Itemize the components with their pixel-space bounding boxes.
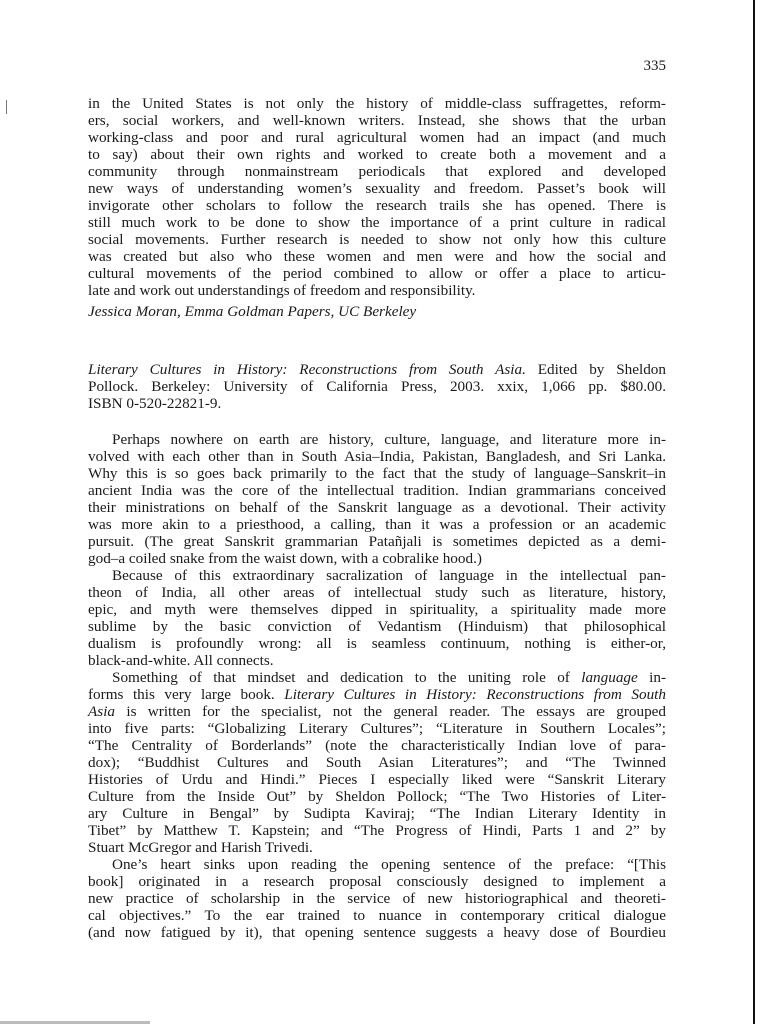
text-line: cal objectives.” To the ear trained to nuance in contemporary critical dialogue	[88, 907, 666, 924]
text-line: was created but also who these women and men were and how the social and	[88, 248, 666, 265]
text-line: (and now fatigued by it), that opening sentence suggests a heavy dose of Bourdieu	[88, 924, 666, 941]
book-title: Literary Cultures in History: Reconstructions from South Asia.	[88, 361, 526, 378]
text-line: new ways of understanding women’s sexuality and freedom. Passet’s book will	[88, 180, 666, 197]
text-run: in-	[637, 669, 667, 686]
citation-line	[88, 361, 666, 378]
text-line: ancient India was the core of the intellectual tradition. Indian grammarians conceived	[88, 482, 666, 499]
text-line: cultural movements of the period combined to allow or offer a place to articu-	[88, 265, 666, 282]
text-run: Something of that mindset and dedication to the uniting role of	[112, 669, 582, 686]
text-line: One’s heart sinks upon reading the opening sentence of the preface: “[This	[112, 856, 666, 873]
text-line: theon of India, all other areas of intellectual study such as literature, history,	[88, 584, 666, 601]
book-title: Asia	[88, 703, 116, 720]
text-line: social movements. Further research is needed to show not only how this culture	[88, 231, 666, 248]
text-line	[88, 686, 666, 703]
text-line: pursuit. (The great Sanskrit grammarian Patañjali is sometimes depicted as a demi-	[88, 533, 666, 550]
text-line	[112, 669, 666, 686]
page-number: 335	[643, 58, 666, 74]
text-line	[88, 703, 666, 720]
text-line: Perhaps nowhere on earth are history, culture, language, and literature more in-	[112, 431, 666, 448]
text-line: black-and-white. All connects.	[88, 652, 274, 669]
book-title: Literary Cultures in History: Reconstructions from South	[284, 686, 666, 703]
text-line: Histories of Urdu and Hindi.” Pieces I especially liked were “Sanskrit Literary	[88, 771, 666, 788]
citation-line: ISBN 0-520-22821-9.	[88, 395, 222, 412]
text-line: to say) about their own rights and worked to create both a movement and a	[88, 146, 666, 163]
scan-mark	[6, 100, 7, 114]
text-line: in the United States is not only the history of middle-class suffragettes, reform-	[88, 95, 666, 112]
text-line: community through nonmainstream periodicals that explored and developed	[88, 163, 666, 180]
text-line: “The Centrality of Borderlands” (note the characteristically Indian love of para-	[88, 737, 666, 754]
emphasis: language	[581, 669, 638, 686]
text-line: epic, and myth were themselves dipped in spirituality, a spirituality made more	[88, 601, 666, 618]
text-line: working-class and poor and rural agricultural women had an impact (and much	[88, 129, 666, 146]
text-line: was more akin to a priesthood, a calling, than it was a profession or an academic	[88, 516, 666, 533]
text-line: dualism is profoundly wrong: all is seamless continuum, nothing is either-or,	[88, 635, 666, 652]
text-line: their ministrations on behalf of the Sanskrit language as a devotional. Their activity	[88, 499, 666, 516]
text-line: invigorate other scholars to follow the research trails she has opened. There is	[88, 197, 666, 214]
reviewer-signature: Jessica Moran, Emma Goldman Papers, UC Berkeley	[88, 303, 417, 320]
text-line: ers, social workers, and well-known writers. Instead, she shows that the urban	[88, 112, 666, 129]
text-line: sublime by the basic conviction of Vedantism (Hinduism) that philosophical	[88, 618, 666, 635]
text-line: volved with each other than in South Asia–India, Pakistan, Bangladesh, and Sri Lanka.	[88, 448, 666, 465]
text-line: dox); “Buddhist Cultures and South Asian Literatures”; and “The Twinned	[88, 754, 666, 771]
text-line: Why this is so goes back primarily to the fact that the study of language–Sanskrit–in	[88, 465, 666, 482]
text-line: into five parts: “Globalizing Literary Cultures”; “Literature in Southern Locales”;	[88, 720, 666, 737]
citation-line: Pollock. Berkeley: University of California Press, 2003. xxix, 1,066 pp. $80.00.	[88, 378, 666, 395]
text-line: Stuart McGregor and Harish Trivedi.	[88, 839, 313, 856]
text-line: late and work out understandings of freedom and responsibility.	[88, 282, 476, 299]
page-edge-line	[753, 0, 755, 1024]
text-line: Tibet” by Matthew T. Kapstein; and “The Progress of Hindi, Parts 1 and 2” by	[88, 822, 666, 839]
text-line: Culture from the Inside Out” by Sheldon Pollock; “The Two Histories of Liter-	[88, 788, 666, 805]
text-line: book] originated in a research proposal consciously designed to implement a	[88, 873, 666, 890]
text-line: god–a coiled snake from the waist down, with a cobralike hood.)	[88, 550, 482, 567]
text-line: still much work to be done to show the importance of a print culture in radical	[88, 214, 666, 231]
text-line: ary Culture in Bengal” by Sudipta Kaviraj; “The Indian Literary Identity in	[88, 805, 666, 822]
text-run: is written for the specialist, not the general reader. The essays are grouped	[115, 703, 666, 720]
text-line: new practice of scholarship in the service of new historiographical and theoreti-	[88, 890, 666, 907]
text-line: Because of this extraordinary sacralization of language in the intellectual pan-	[112, 567, 666, 584]
citation-editor: Edited by Sheldon	[525, 361, 666, 378]
text-run: forms this very large book.	[88, 686, 285, 703]
